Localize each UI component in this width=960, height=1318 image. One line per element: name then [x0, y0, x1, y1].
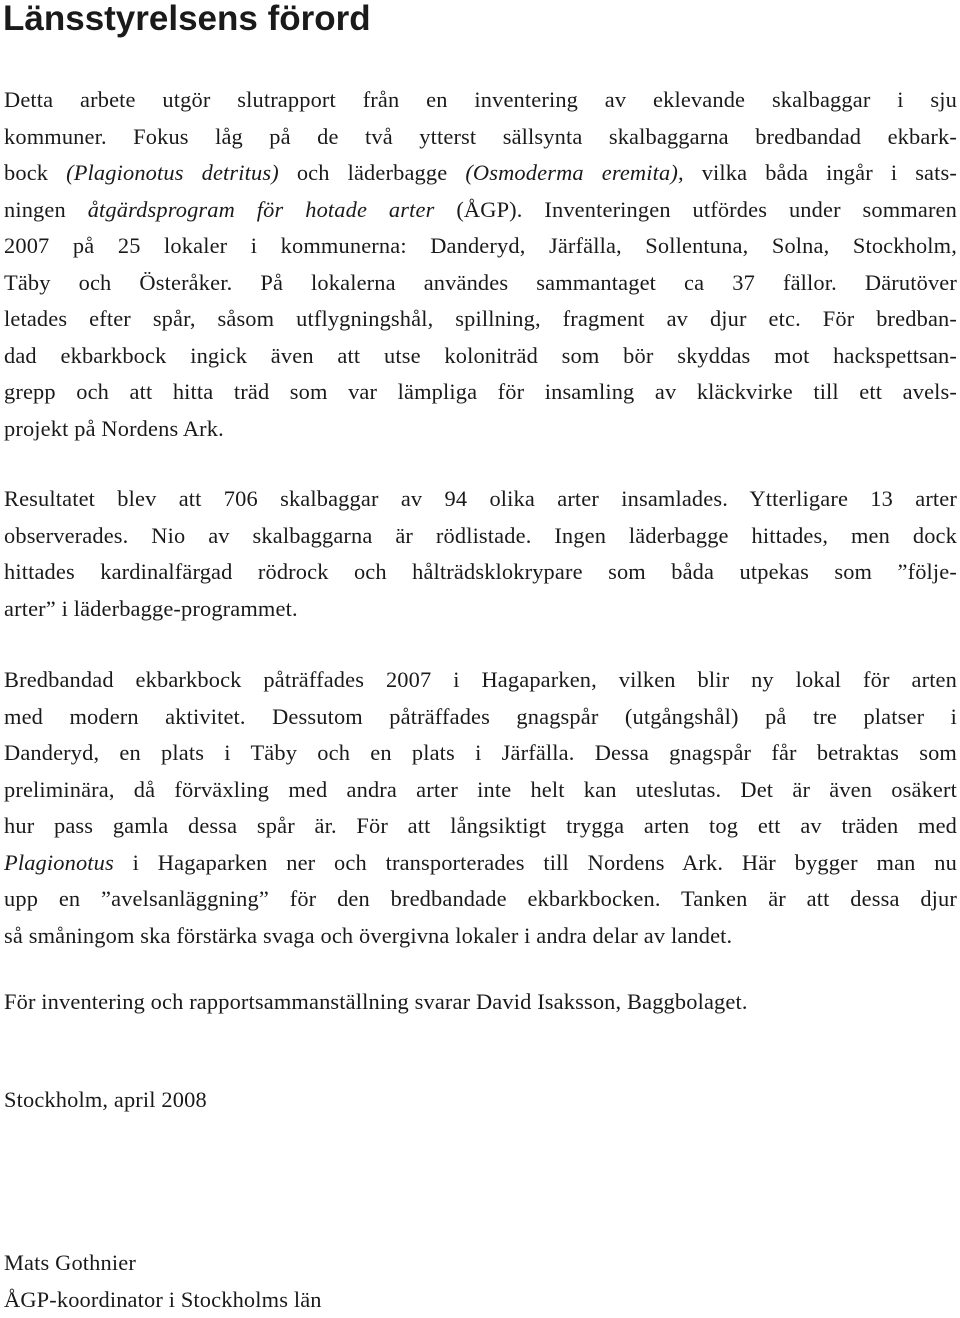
paragraph-intro [4, 82, 957, 447]
paragraph-responsibility [4, 984, 748, 1021]
text-run: ningen [4, 197, 88, 222]
text-line: upp en ”avelsanläggning” för den bredbandade ekbarkbocken. Tanken är att dessa djur [4, 881, 957, 918]
text-line: Täby och Österåker. På lokalerna användes sammantaget ca 37 fällor. Därutöver [4, 265, 957, 302]
text-line: För inventering och rapportsammanställning svarar David Isaksson, Baggbolaget. [4, 984, 748, 1021]
program-name: åtgärdsprogram för hotade arter [88, 197, 435, 222]
text-line: projekt på Nordens Ark. [4, 411, 957, 448]
signature-role: ÅGP-koordinator i Stockholms län [4, 1282, 322, 1318]
text-line: hur pass gamla dessa spår är. För att långsiktigt trygga arten tog ett av träden med [4, 808, 957, 845]
place-date [4, 1082, 207, 1119]
text-line [4, 192, 957, 229]
signature-block [4, 1245, 322, 1318]
text-run: vilka båda ingår i sats- [684, 160, 957, 185]
text-line [4, 155, 957, 192]
species-name-plagionotus: (Plagionotus detritus) [66, 160, 279, 185]
text-line: letades efter spår, såsom utflygningshål, spillning, fragment av djur etc. För bredban- [4, 301, 957, 338]
text-line: dad ekbarkbock ingick även att utse koloniträd som bör skyddas mot hackspettsan- [4, 338, 957, 375]
species-name-plagionotus: Plagionotus [4, 850, 114, 875]
paragraph-results [4, 481, 957, 627]
text-line: så småningom ska förstärka svaga och övergivna lokaler i andra delar av landet. [4, 918, 957, 955]
page-title: Länsstyrelsens förord [3, 0, 371, 40]
text-line [4, 845, 957, 882]
signature-name: Mats Gothnier [4, 1245, 322, 1282]
text-run: bock [4, 160, 66, 185]
text-run: och läderbagge [279, 160, 465, 185]
text-line: med modern aktivitet. Dessutom påträffades gnagspår (utgångshål) på tre platser i [4, 699, 957, 736]
text-line: preliminära, då förväxling med andra arter inte helt kan uteslutas. Det är även osäkert [4, 772, 957, 809]
text-run: (ÅGP). Inventeringen utfördes under sommaren [434, 197, 957, 222]
paragraph-findings [4, 662, 957, 954]
text-line: grepp och att hitta träd som var lämpliga för insamling av kläckvirke till ett avels- [4, 374, 957, 411]
text-line: kommuner. Fokus låg på de två ytterst sällsynta skalbaggarna bredbandad ekbark- [4, 119, 957, 156]
text-line: Bredbandad ekbarkbock påträffades 2007 i Hagaparken, vilken blir ny lokal för arten [4, 662, 957, 699]
text-line: hittades kardinalfärgad rödrock och hålträdsklokrypare som båda utpekas som ”följe- [4, 554, 957, 591]
text-line: Danderyd, en plats i Täby och en plats i Järfälla. Dessa gnagspår får betraktas som [4, 735, 957, 772]
text-line: Resultatet blev att 706 skalbaggar av 94 olika arter insamlades. Ytterligare 13 arter [4, 481, 957, 518]
text-line: arter” i läderbagge-programmet. [4, 591, 957, 628]
text-line: 2007 på 25 lokaler i kommunerna: Danderyd, Järfälla, Sollentuna, Solna, Stockholm, [4, 228, 957, 265]
species-name-osmoderma: (Osmoderma eremita), [465, 160, 683, 185]
text-line: Detta arbete utgör slutrapport från en inventering av eklevande skalbaggar i sju [4, 82, 957, 119]
text-line: observerades. Nio av skalbaggarna är rödlistade. Ingen läderbagge hittades, men dock [4, 518, 957, 555]
text-run: i Hagaparken ner och transporterades till Nordens Ark. Här bygger man nu [114, 850, 957, 875]
text-line: Stockholm, april 2008 [4, 1082, 207, 1119]
